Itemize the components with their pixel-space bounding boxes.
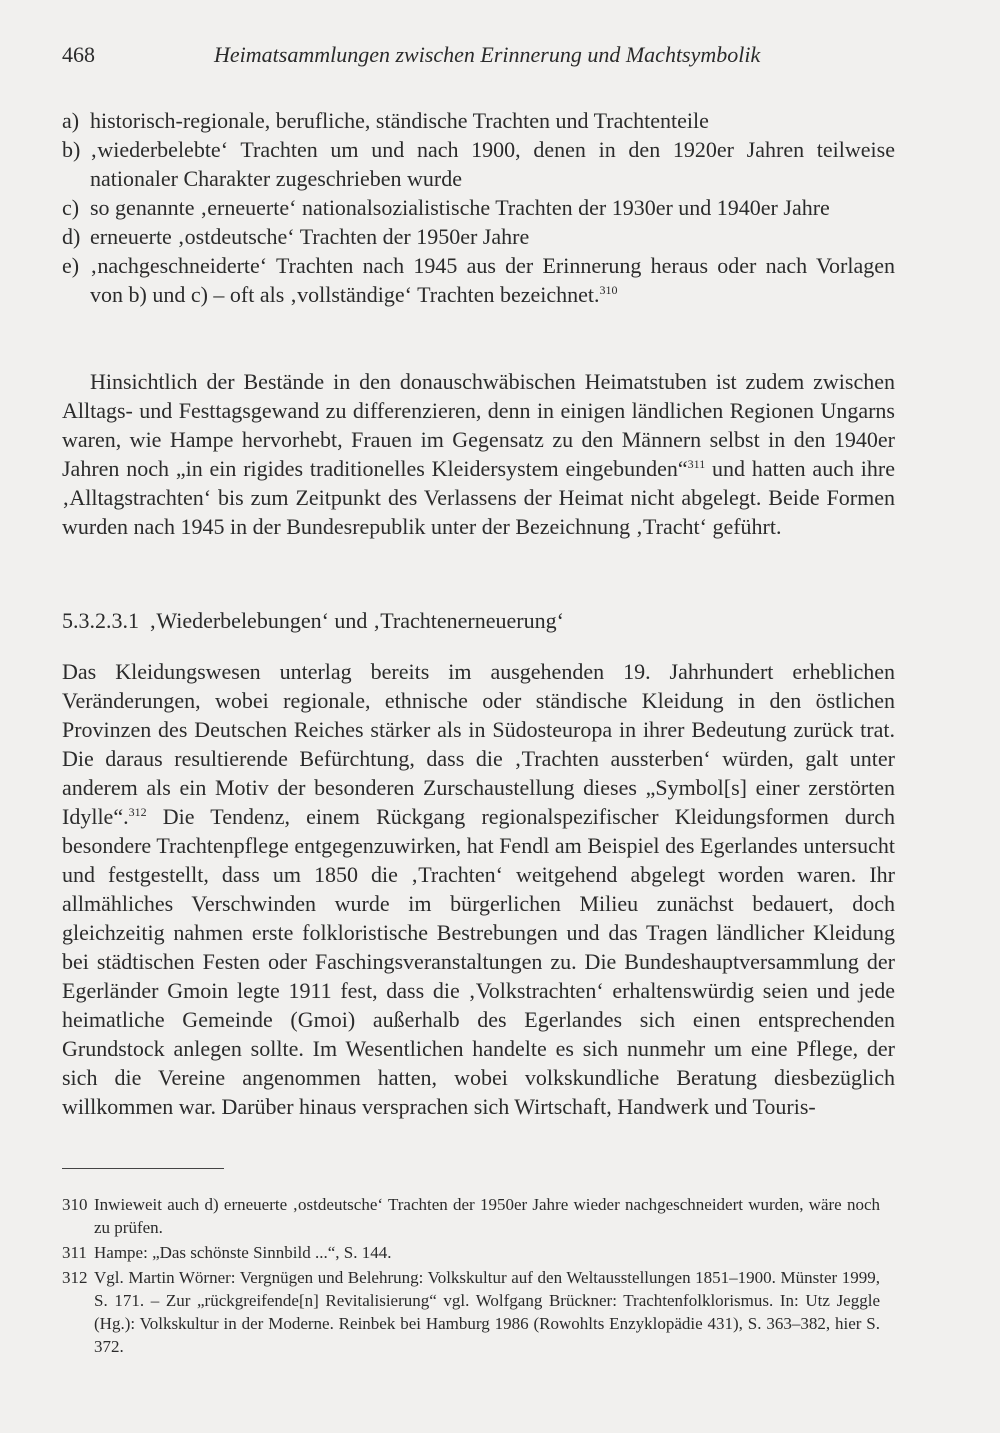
section-number: 5.3.2.3.1 [62, 608, 139, 633]
footnote-text: Vgl. Martin Wörner: Vergnügen und Belehrung: Volkskultur auf den Weltausstellungen 1851–1900. Münster 1999, S. 171. – Zur „rückgreifende[n] Revitalisierung“ vgl. Wolfgang Brückner: Trachtenfolklorismus. In: Utz Jeggle (Hg.): Volkskultur in der Moderne. Reinbek bei Hamburg 1986 (Rowohlts Enzyklopädie 431), S. 363–382, hier S. 372. [94, 1268, 880, 1356]
list-item-text: historisch-regionale, berufliche, ständische Trachten und Trachtenteile [90, 108, 709, 133]
running-header [62, 40, 938, 70]
list-item [62, 135, 895, 193]
list-item-label: e) [62, 253, 80, 278]
footnote [62, 1193, 880, 1239]
list-item-label: b) [62, 137, 81, 162]
footnote-ref-310[interactable]: 310 [599, 283, 618, 297]
list-item-body: ‚nachgeschneiderte‘ Trachten nach 1945 aus der Erinnerung heraus oder nach Vorlagen von b) und c) – oft als ‚vollständige‘ Trachten bezeichnet. [90, 253, 895, 307]
footnote-separator [62, 1168, 224, 1169]
footnote-ref-312[interactable]: 312 [128, 805, 147, 819]
paragraph-bestaende [62, 367, 895, 541]
section-title: ‚Wiederbelebungen‘ und ‚Trachtenerneuerung‘ [149, 608, 564, 633]
paragraph-text-cont: Die Tendenz, einem Rückgang regionalspezifischer Kleidungsformen durch besondere Trachtenpflege entgegenzuwirken, hat Fendl am Beispiel des Egerlandes untersucht und festgestellt, dass um 1850 die ‚Trachten‘ weitgehend abgelegt worden waren. Ihr allmähliches Verschwinden wurde im bürgerlichen Milieu zunächst bedauert, doch gleichzeitig nahmen erste folkloristische Bestrebungen und das Tragen ländlicher Kleidung bei städtischen Festen oder Faschingsveranstaltungen zu. Die Bundeshauptversammlung der Egerländer Gmoin legte 1911 fest, dass die ‚Volkstrachten‘ erhaltenswürdig seien und jede heimatliche Gemeinde (Gmoi) außerhalb des Egerlandes sich einen entsprechenden Grundstock anlegen sollte. Im Wesentlichen handelte es sich nunmehr um eine Pflege, der sich die Vereine angenommen hatten, wobei volkskundliche Beratung diesbezüglich willkommen war. Darüber hinaus versprachen sich Wirtschaft, Handwerk und Touris- [62, 804, 895, 1119]
list-item [62, 222, 895, 251]
paragraph-kleidungswesen [62, 657, 895, 1121]
list-item [62, 251, 895, 309]
footnote-text: Hampe: „Das schönste Sinnbild ...“, S. 144. [94, 1243, 392, 1262]
paragraph-text: Das Kleidungswesen unterlag bereits im ausgehenden 19. Jahrhundert erheblichen Veränderungen, wobei regionale, ethnische oder ständische Kleidung in den östlichen Provinzen des Deutschen Reiches stärker als in Südosteuropa in ihrer Bedeutung zurück trat. Die daraus resultierende Befürchtung, dass die ‚Trachten aussterben‘ würden, galt unter anderem als ein Motiv der besonderen Zurschaustellung dieses „Symbol[s] einer zerstörten Idylle“. [62, 659, 895, 829]
paragraph-text: Hinsichtlich der Bestände in den donauschwäbischen Heimatstuben ist zudem zwischen Alltags- und Festtagsgewand zu differenzieren, denn in einigen ländlichen Regionen Ungarns waren, wie Hampe hervorhebt, Frauen im Gegensatz zu den Männern selbst in den 1940er Jahren noch „in ein rigides traditionelles Kleidersystem eingebunden“ [62, 369, 895, 481]
list-item-text: ‚wiederbelebte‘ Trachten um und nach 1900, denen in den 1920er Jahren teilweise nationaler Charakter zugeschrieben wurde [90, 137, 895, 191]
footnote-text: Inwieweit auch d) erneuerte ‚ostdeutsche‘ Trachten der 1950er Jahre wieder nachgeschneidert wurden, wäre noch zu prüfen. [94, 1195, 880, 1237]
footnote-number: 310 [62, 1195, 88, 1214]
list-item [62, 193, 895, 222]
footnotes [62, 1193, 880, 1360]
page-number: 468 [62, 42, 95, 67]
footnote-ref-311[interactable]: 311 [687, 457, 706, 471]
paragraph-text-cont: und hatten auch ihre ‚Alltagstrachten‘ bis zum Zeitpunkt des Verlassens der Heimat nicht abgelegt. Beide Formen wurden nach 1945 in der Bundesrepublik unter der Bezeichnung ‚Tracht‘ geführt. [62, 456, 895, 539]
running-title: Heimatsammlungen zwischen Erinnerung und Machtsymbolik [214, 42, 761, 67]
section-heading [62, 606, 564, 635]
list-item-text: erneuerte ‚ostdeutsche‘ Trachten der 1950er Jahre [90, 224, 530, 249]
list-item-text [90, 251, 895, 309]
list-item-label: c) [62, 195, 80, 220]
footnote [62, 1241, 880, 1264]
footnote [62, 1266, 880, 1358]
list-item-text: so genannte ‚erneuerte‘ nationalsozialistische Trachten der 1930er und 1940er Jahre [90, 195, 830, 220]
list-item [62, 106, 895, 135]
trachten-list [62, 106, 895, 309]
list-item-label: d) [62, 224, 81, 249]
list-item-label: a) [62, 108, 80, 133]
footnote-number: 311 [62, 1243, 87, 1262]
footnote-number: 312 [62, 1268, 88, 1287]
